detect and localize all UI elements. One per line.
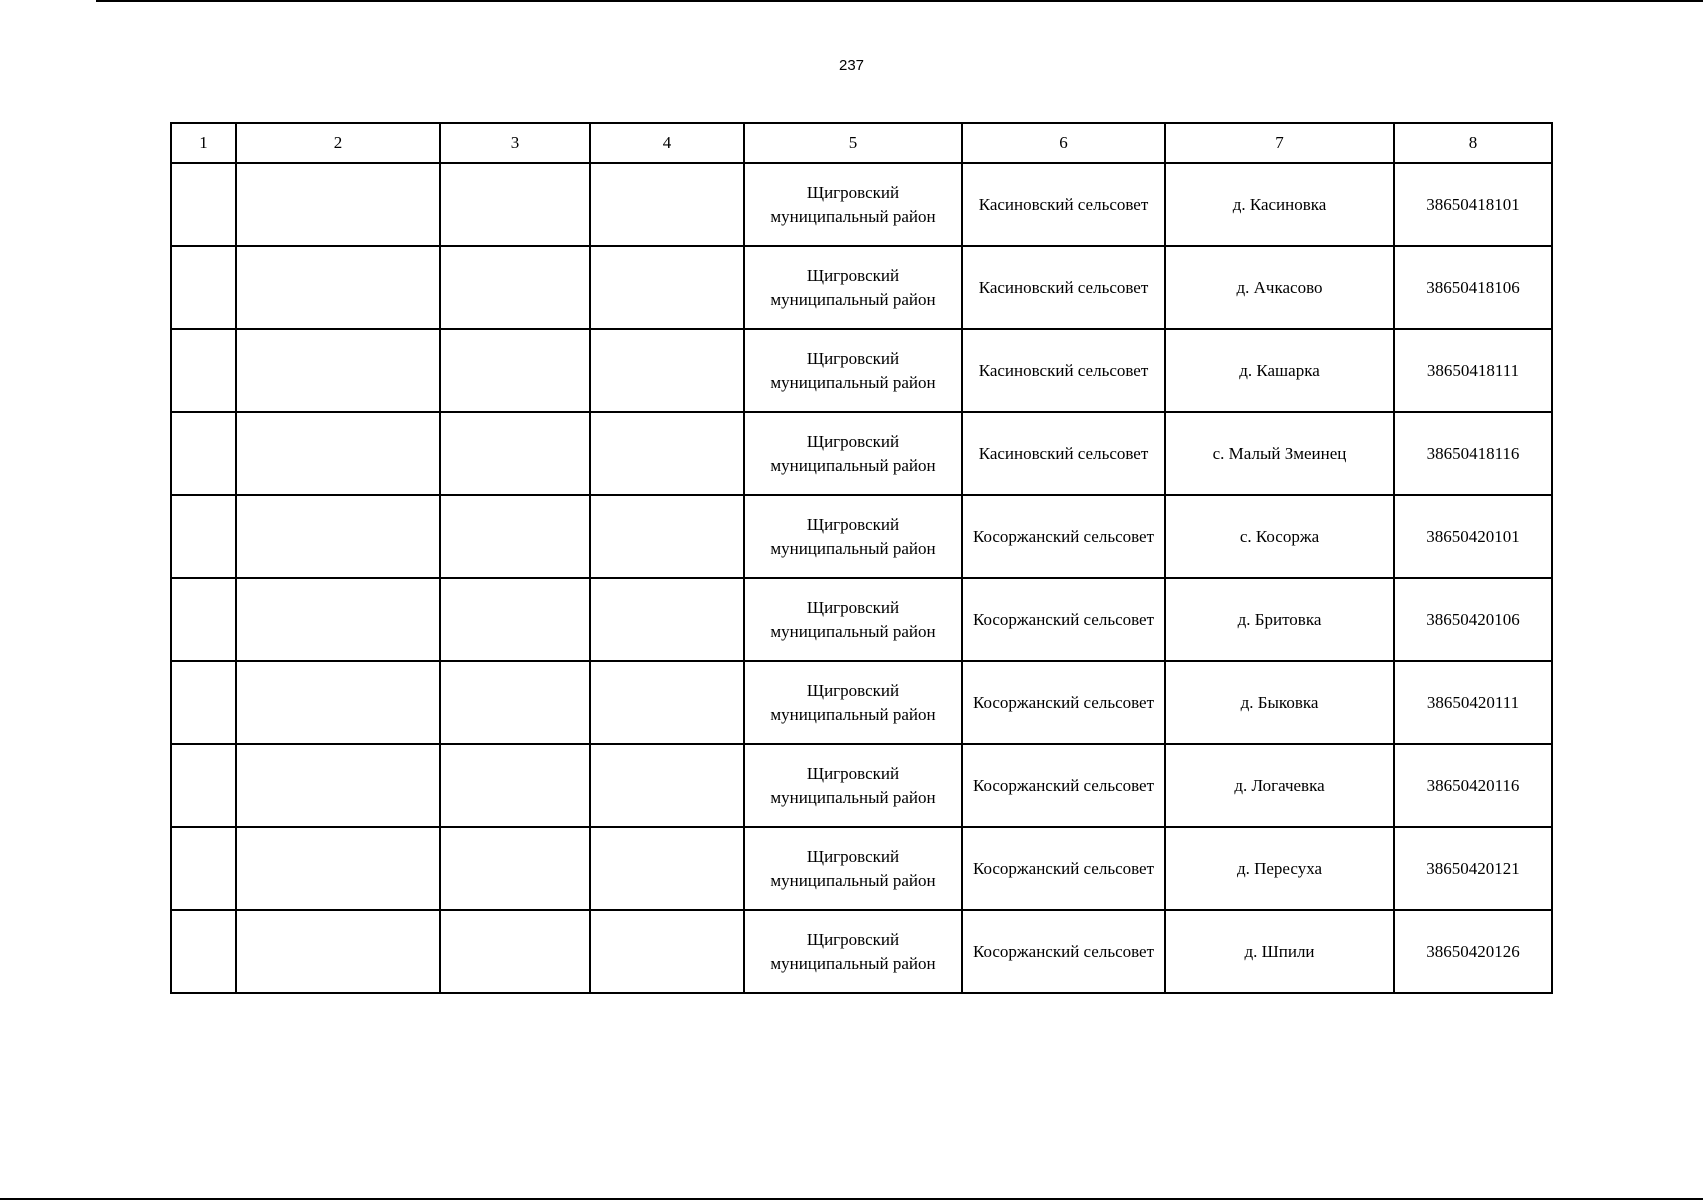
- cell-district: Щигровский муниципальный район: [744, 744, 962, 827]
- cell-settlement: с. Косоржа: [1165, 495, 1394, 578]
- cell-col-4: [590, 578, 744, 661]
- cell-settlement: д. Бритовка: [1165, 578, 1394, 661]
- cell-district: Щигровский муниципальный район: [744, 578, 962, 661]
- cell-col-2: [236, 910, 440, 993]
- cell-col-2: [236, 246, 440, 329]
- cell-col-1: [171, 578, 236, 661]
- cell-code: 38650420126: [1394, 910, 1552, 993]
- cell-settlement: д. Быковка: [1165, 661, 1394, 744]
- cell-col-3: [440, 495, 590, 578]
- table-row: [171, 329, 1552, 412]
- cell-council: Косоржанский сельсовет: [962, 744, 1165, 827]
- cell-col-3: [440, 163, 590, 246]
- cell-col-3: [440, 329, 590, 412]
- cell-col-4: [590, 329, 744, 412]
- cell-col-2: [236, 329, 440, 412]
- cell-col-3: [440, 412, 590, 495]
- cell-col-1: [171, 412, 236, 495]
- cell-col-2: [236, 163, 440, 246]
- cell-col-2: [236, 744, 440, 827]
- cell-code: 38650420111: [1394, 661, 1552, 744]
- table-body: [171, 163, 1552, 993]
- cell-col-4: [590, 163, 744, 246]
- column-header-3: 3: [440, 123, 590, 163]
- cell-col-3: [440, 910, 590, 993]
- cell-col-3: [440, 578, 590, 661]
- cell-council: Косоржанский сельсовет: [962, 495, 1165, 578]
- table-row: [171, 495, 1552, 578]
- cell-code: 38650418111: [1394, 329, 1552, 412]
- cell-district: Щигровский муниципальный район: [744, 910, 962, 993]
- cell-code: 38650418101: [1394, 163, 1552, 246]
- table-row: [171, 744, 1552, 827]
- cell-code: 38650420106: [1394, 578, 1552, 661]
- column-header-5: 5: [744, 123, 962, 163]
- cell-council: Касиновский сельсовет: [962, 163, 1165, 246]
- table-row: [171, 246, 1552, 329]
- cell-district: Щигровский муниципальный район: [744, 163, 962, 246]
- cell-col-4: [590, 827, 744, 910]
- cell-code: 38650418106: [1394, 246, 1552, 329]
- cell-settlement: с. Малый Змеинец: [1165, 412, 1394, 495]
- cell-district: Щигровский муниципальный район: [744, 329, 962, 412]
- column-header-7: 7: [1165, 123, 1394, 163]
- cell-col-1: [171, 246, 236, 329]
- cell-col-2: [236, 661, 440, 744]
- cell-col-2: [236, 578, 440, 661]
- cell-col-3: [440, 744, 590, 827]
- cell-col-1: [171, 827, 236, 910]
- cell-settlement: д. Касиновка: [1165, 163, 1394, 246]
- cell-council: Косоржанский сельсовет: [962, 827, 1165, 910]
- table-row: [171, 163, 1552, 246]
- cell-council: Касиновский сельсовет: [962, 412, 1165, 495]
- cell-col-1: [171, 910, 236, 993]
- table-row: [171, 661, 1552, 744]
- settlements-table: [170, 122, 1553, 994]
- cell-settlement: д. Шпили: [1165, 910, 1394, 993]
- cell-settlement: д. Кашарка: [1165, 329, 1394, 412]
- cell-district: Щигровский муниципальный район: [744, 827, 962, 910]
- cell-settlement: д. Логачевка: [1165, 744, 1394, 827]
- cell-settlement: д. Ачкасово: [1165, 246, 1394, 329]
- table-header-row: [171, 123, 1552, 163]
- cell-col-4: [590, 910, 744, 993]
- cell-col-4: [590, 412, 744, 495]
- cell-col-1: [171, 661, 236, 744]
- cell-col-1: [171, 495, 236, 578]
- table-row: [171, 578, 1552, 661]
- cell-code: 38650418116: [1394, 412, 1552, 495]
- cell-col-2: [236, 495, 440, 578]
- column-header-8: 8: [1394, 123, 1552, 163]
- cell-council: Косоржанский сельсовет: [962, 578, 1165, 661]
- cell-district: Щигровский муниципальный район: [744, 661, 962, 744]
- table-row: [171, 827, 1552, 910]
- cell-council: Касиновский сельсовет: [962, 329, 1165, 412]
- column-header-2: 2: [236, 123, 440, 163]
- cell-col-3: [440, 246, 590, 329]
- cell-col-4: [590, 495, 744, 578]
- cell-col-1: [171, 163, 236, 246]
- page-number: 237: [838, 57, 865, 74]
- cell-col-1: [171, 329, 236, 412]
- cell-code: 38650420101: [1394, 495, 1552, 578]
- page-top-border: [96, 0, 1703, 2]
- table-row: [171, 412, 1552, 495]
- cell-col-2: [236, 412, 440, 495]
- column-header-4: 4: [590, 123, 744, 163]
- cell-council: Косоржанский сельсовет: [962, 661, 1165, 744]
- cell-code: 38650420121: [1394, 827, 1552, 910]
- cell-col-1: [171, 744, 236, 827]
- cell-col-4: [590, 744, 744, 827]
- cell-col-4: [590, 661, 744, 744]
- cell-council: Косоржанский сельсовет: [962, 910, 1165, 993]
- column-header-6: 6: [962, 123, 1165, 163]
- cell-col-4: [590, 246, 744, 329]
- cell-district: Щигровский муниципальный район: [744, 495, 962, 578]
- cell-district: Щигровский муниципальный район: [744, 412, 962, 495]
- cell-code: 38650420116: [1394, 744, 1552, 827]
- column-header-1: 1: [171, 123, 236, 163]
- cell-col-3: [440, 661, 590, 744]
- cell-council: Касиновский сельсовет: [962, 246, 1165, 329]
- cell-col-2: [236, 827, 440, 910]
- cell-col-3: [440, 827, 590, 910]
- table-row: [171, 910, 1552, 993]
- cell-settlement: д. Пересуха: [1165, 827, 1394, 910]
- cell-district: Щигровский муниципальный район: [744, 246, 962, 329]
